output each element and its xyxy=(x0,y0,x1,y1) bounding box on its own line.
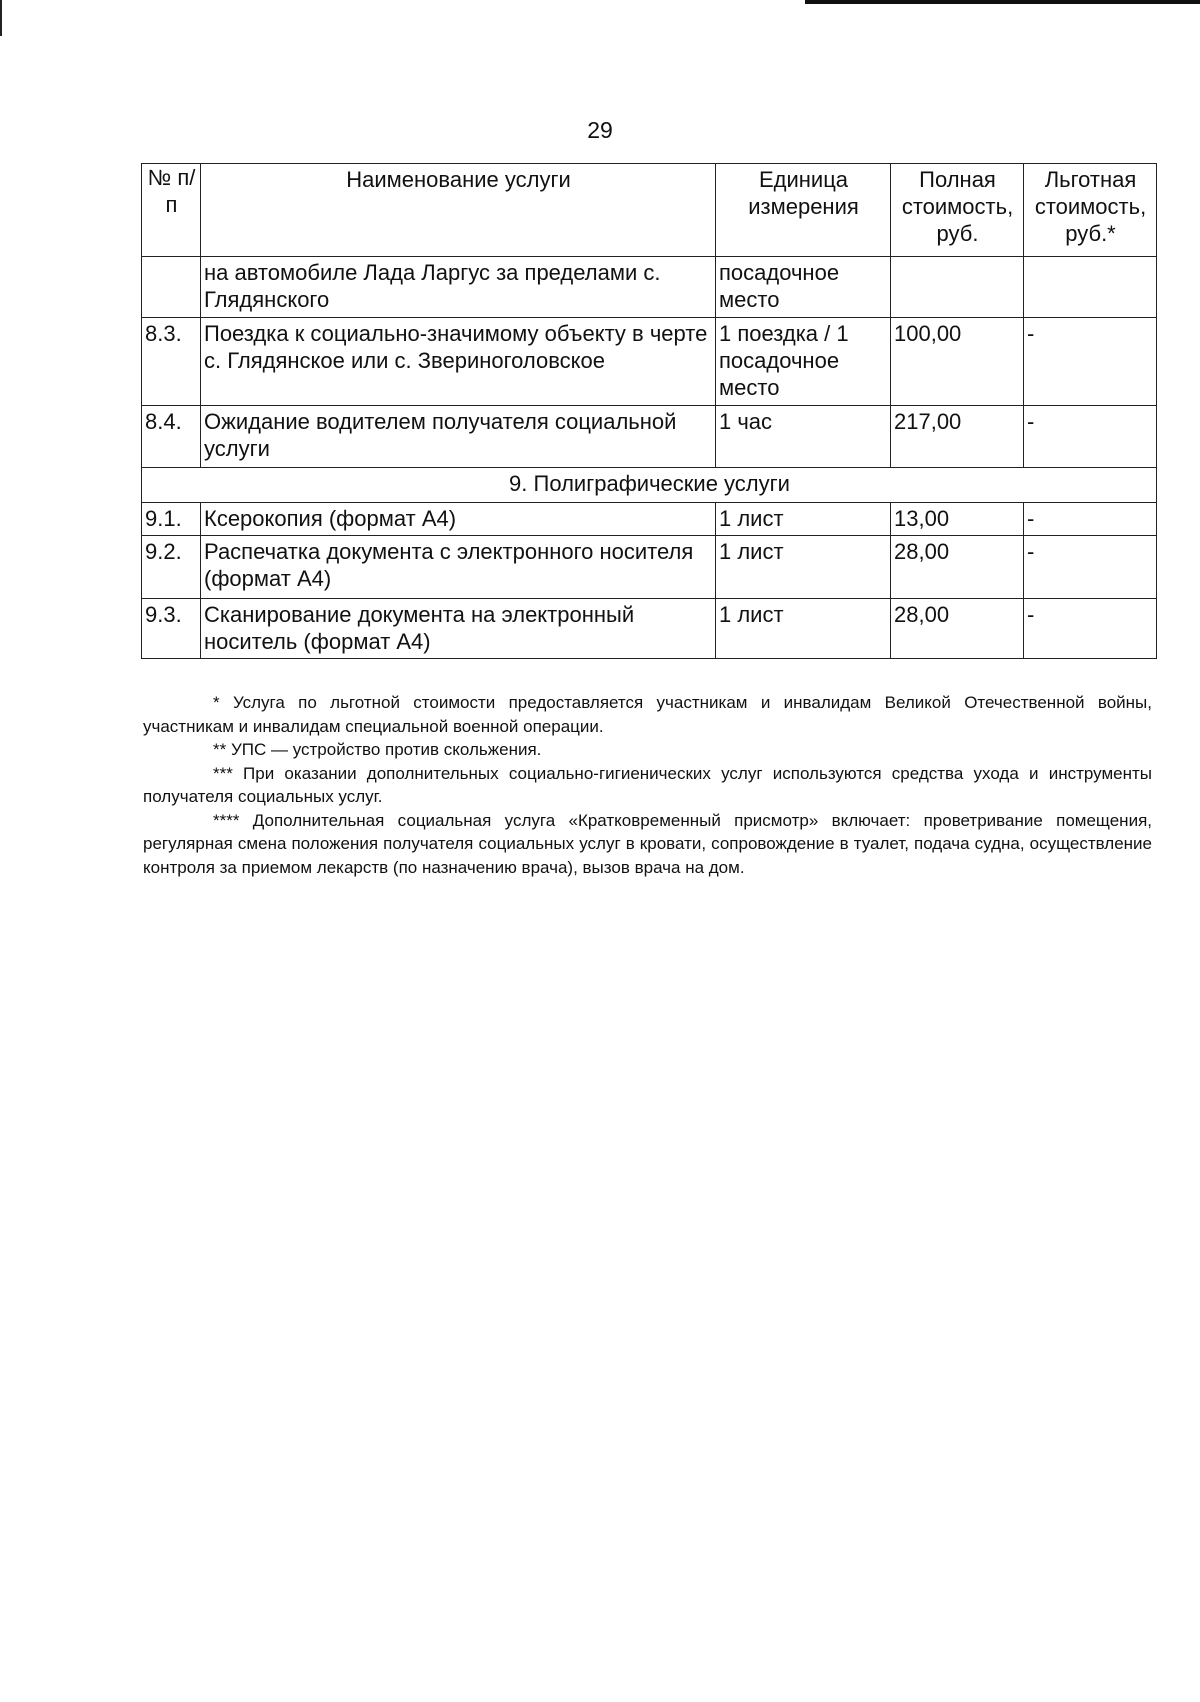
table-row xyxy=(142,599,1157,659)
row-number: 9.2. xyxy=(142,536,201,599)
row-unit: 1 лист xyxy=(716,536,891,599)
row-preferential-cost: - xyxy=(1024,536,1157,599)
footnote-ups: ** УПС — устройство против скольжения. xyxy=(213,740,542,759)
row-number: 8.3. xyxy=(142,318,201,406)
row-service-name: Распечатка документа с электронного носителя (формат А4) xyxy=(201,536,716,599)
row-service-name: Ксерокопия (формат А4) xyxy=(201,503,716,536)
footnote-hygiene-supplies: *** При оказании дополнительных социально-гигиенических услуг используются средства ухода и инструменты получателя социальных услуг. xyxy=(143,763,1152,806)
table-row xyxy=(142,503,1157,536)
page-number: 29 xyxy=(587,117,613,143)
footnote-short-term-care: **** Дополнительная социальная услуга «Кратковременный присмотр» включает: проветривание помещения, регулярная смена положения получателя социальных услуг в кровати, сопровождение в туалет, подача судна, осуществление контроля за приемом лекарств (по назначению врача), вызов врача на дом. xyxy=(143,810,1152,877)
section-header-row xyxy=(142,468,1157,503)
row-number: 9.3. xyxy=(142,599,201,659)
table-row xyxy=(142,536,1157,599)
header-full-cost: Полная стоимость, руб. xyxy=(891,164,1024,257)
row-unit: 1 поездка / 1 посадочное место xyxy=(716,318,891,406)
row-full-cost: 28,00 xyxy=(891,599,1024,659)
row-preferential-cost xyxy=(1024,257,1157,318)
row-full-cost: 13,00 xyxy=(891,503,1024,536)
table-row xyxy=(142,406,1157,468)
row-preferential-cost: - xyxy=(1024,406,1157,468)
header-preferential-cost: Льготная стоимость, руб.* xyxy=(1024,164,1157,257)
header-number: № п/п xyxy=(142,164,201,257)
row-unit: 1 лист xyxy=(716,599,891,659)
section-title: 9. Полиграфические услуги xyxy=(142,468,1157,503)
services-price-table xyxy=(141,163,1157,659)
row-unit: 1 час xyxy=(716,406,891,468)
row-number xyxy=(142,257,201,318)
row-service-name: Ожидание водителем получателя социальной услуги xyxy=(201,406,716,468)
row-service-name: на автомобиле Лада Ларгус за пределами с. Глядянского xyxy=(201,257,716,318)
row-number: 9.1. xyxy=(142,503,201,536)
row-preferential-cost: - xyxy=(1024,599,1157,659)
footnote-preferential-cost: * Услуга по льготной стоимости предоставляется участникам и инвалидам Великой Отечественной войны, участникам и инвалидам специальной военной операции. xyxy=(143,693,1152,736)
table-row xyxy=(142,318,1157,406)
scan-edge-mark-top xyxy=(805,0,1200,4)
footnotes xyxy=(143,691,1152,879)
table-row xyxy=(142,257,1157,318)
row-full-cost: 100,00 xyxy=(891,318,1024,406)
row-full-cost xyxy=(891,257,1024,318)
table-header-row xyxy=(142,164,1157,257)
row-full-cost: 217,00 xyxy=(891,406,1024,468)
header-service-name: Наименование услуги xyxy=(201,164,716,257)
row-service-name: Поездка к социально-значимому объекту в черте с. Глядянское или с. Звериноголовское xyxy=(201,318,716,406)
row-number: 8.4. xyxy=(142,406,201,468)
row-service-name: Сканирование документа на электронный носитель (формат А4) xyxy=(201,599,716,659)
header-unit: Единица измерения xyxy=(716,164,891,257)
row-preferential-cost: - xyxy=(1024,503,1157,536)
row-full-cost: 28,00 xyxy=(891,536,1024,599)
row-unit: посадочное место xyxy=(716,257,891,318)
row-unit: 1 лист xyxy=(716,503,891,536)
row-preferential-cost: - xyxy=(1024,318,1157,406)
scan-edge-mark-left xyxy=(0,0,2,36)
